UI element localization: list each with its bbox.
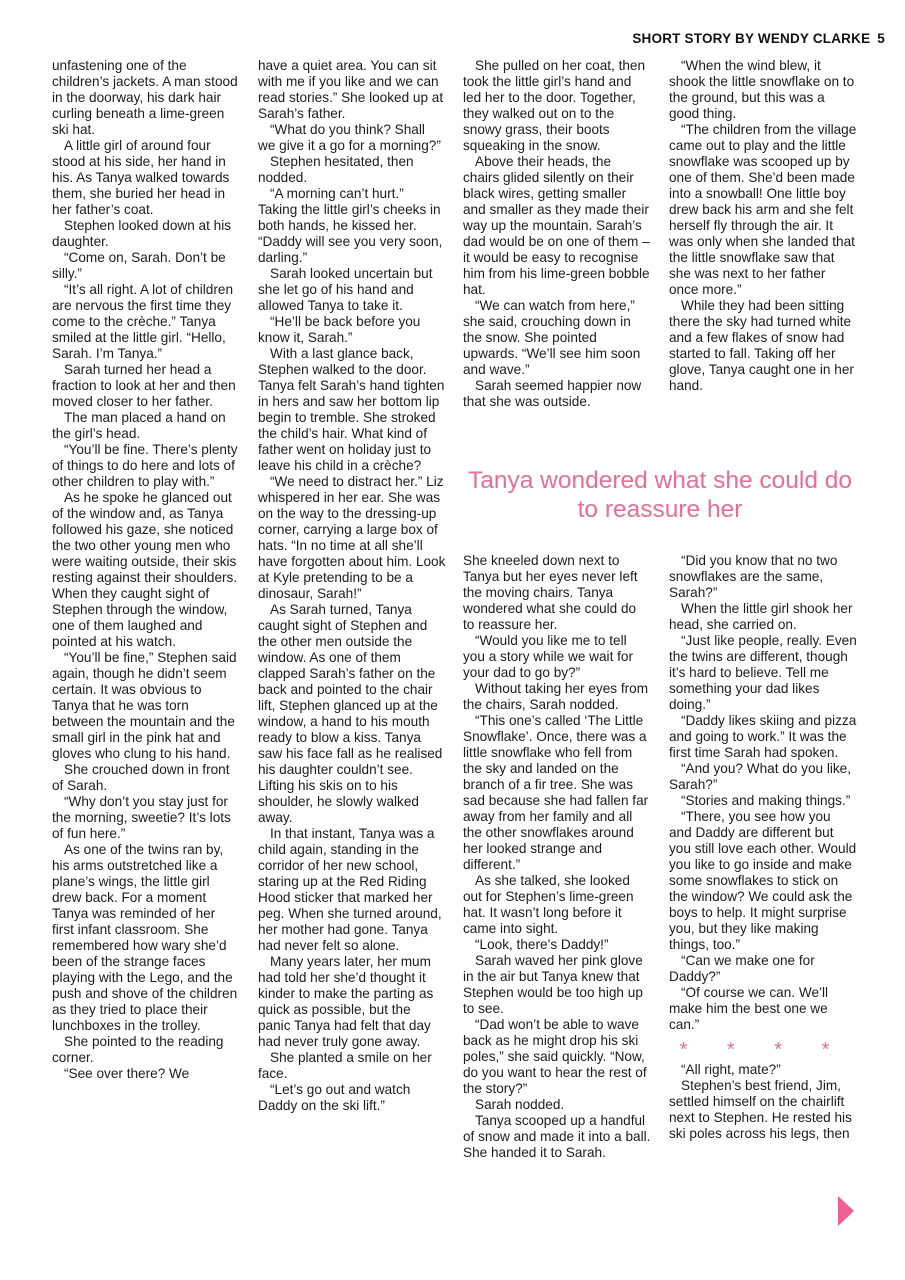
text-column-3	[463, 58, 651, 410]
paragraph: In that instant, Tanya was a child again, standing in the corridor of her new school, staring up at the Red Riding Hood sticker that marked her peg. When she turned around, her mother had gone. Tanya had never felt so alone.	[258, 826, 442, 953]
text-column-4	[669, 58, 857, 394]
paragraph: Sarah looked uncertain but she let go of his hand and allowed Tanya to take it.	[258, 266, 433, 313]
paragraph: “Would you like me to tell you a story while we wait for your dad to go by?”	[463, 633, 633, 680]
paragraph: “Just like people, really. Even the twins are different, though it’s hard to believe. Tell me something your dad likes doing.”	[669, 633, 857, 712]
paragraph: Tanya scooped up a handful of snow and made it into a ball. She handed it to Sarah.	[463, 1113, 651, 1160]
paragraph: “Come on, Sarah. Don’t be silly.”	[52, 250, 226, 281]
paragraph: “Why don’t you stay just for the morning, sweetie? It’s lots of fun here.”	[52, 794, 231, 841]
paragraph: Many years later, her mum had told her she’d thought it kinder to make the parting as quick as possible, but the panic Tanya had felt that day had never truly gone away.	[258, 954, 434, 1049]
paragraph: “You’ll be fine,” Stephen said again, though he didn’t seem certain. It was obvious to Tanya that he was torn between the mountain and the small girl in the pink hat and gloves who clung to his hand.	[52, 650, 237, 761]
paragraph: With a last glance back, Stephen walked to the door. Tanya felt Sarah’s hand tighten in hers and saw her bottom lip begin to tremble. She stroked the child’s hair. What kind of father went on holiday just to leave his child in a crèche?	[258, 346, 445, 473]
paragraph: She pulled on her coat, then took the little girl’s hand and led her to the door. Together, they walked out on to the snowy grass, their boots squeaking in the snow.	[463, 58, 646, 153]
paragraph: Sarah waved her pink glove in the air but Tanya knew that Stephen would be too high up to see.	[463, 953, 643, 1016]
text-column-2	[258, 58, 446, 1114]
paragraph: “This one’s called ‘The Little Snowflake’. Once, there was a little snowflake who fell from the sky and landed on the branch of a fir tree. She was sad because she had fallen far away from her family and all the other snowflakes around her looked strange and different.”	[463, 713, 649, 872]
paragraph: have a quiet area. You can sit with me if you like and we can read stories.” She looked up at Sarah’s father.	[258, 58, 444, 121]
paragraph: “See over there? We	[64, 1066, 190, 1081]
paragraph: “Dad won’t be able to wave back as he might drop his ski poles,” she said quickly. “Now, do you want to hear the rest of the story?”	[463, 1017, 647, 1096]
paragraph: Without taking her eyes from the chairs, Sarah nodded.	[463, 681, 649, 712]
paragraph: Stephen looked down at his daughter.	[52, 218, 232, 249]
paragraph: “Let’s go out and watch Daddy on the ski lift.”	[258, 1082, 411, 1113]
page-header	[632, 31, 885, 46]
text-column-3-lower	[463, 553, 651, 1161]
paragraph: “Stories and making things.”	[681, 793, 851, 808]
paragraph: “There, you see how you and Daddy are different but you still love each other. Would you like to go inside and make some snowflakes to stick on the window? We could ask the boys to help. It might surprise you, but they like making things, too.”	[669, 809, 857, 952]
paragraph: “A morning can’t hurt.” Taking the little girl’s cheeks in both hands, he kissed her. “Daddy will see you very soon, darling.”	[258, 186, 443, 265]
paragraph: She kneeled down next to Tanya but her eyes never left the moving chairs. Tanya wondered what she could do to reassure her.	[463, 553, 638, 632]
paragraph: “Of course we can. We’ll make him the best one we can.”	[669, 985, 829, 1032]
pull-quote: Tanya wondered what she could do to reassure her	[467, 467, 853, 523]
text-column-1	[52, 58, 240, 1082]
paragraph: As Sarah turned, Tanya caught sight of Stephen and the other men outside the window. As one of them clapped Sarah’s father on the back and pointed to the chair lift, Stephen glanced up at the window, a hand to his mouth ready to blow a kiss. Tanya saw his face fall as he realised his daughter couldn’t see. Lifting his skis on to his shoulder, he slowly walked away.	[258, 602, 443, 825]
paragraph: Stephen’s best friend, Jim, settled himself on the chairlift next to Stephen. He rested his ski poles across his legs, then	[669, 1078, 852, 1141]
paragraph: “You’ll be fine. There’s plenty of things to do here and lots of other children to play with.”	[52, 442, 238, 489]
paragraph: “We can watch from here,” she said, crouching down in the snow. She pointed upwards. “We’ll see him soon and wave.”	[463, 298, 641, 377]
paragraph: “Look, there’s Daddy!”	[475, 937, 609, 952]
paragraph: She crouched down in front of Sarah.	[52, 762, 230, 793]
paragraph: A little girl of around four stood at his side, her hand in his. As Tanya walked towards them, she buried her head in her father’s coat.	[52, 138, 230, 217]
page-number: 5	[877, 31, 885, 46]
paragraph: As he spoke he glanced out of the window and, as Tanya followed his gaze, she noticed the two other young men who were waiting outside, their skis resting against their shoulders. When they caught sight of Stephen through the window, one of them laughed and pointed at his watch.	[52, 490, 238, 649]
paragraph: “Can we make one for Daddy?”	[669, 953, 815, 984]
paragraph: Sarah turned her head a fraction to look at her and then moved closer to her father.	[52, 362, 236, 409]
paragraph: The man placed a hand on the girl’s head.	[52, 410, 226, 441]
paragraph: unfastening one of the children’s jackets. A man stood in the doorway, his dark hair curling beneath a lime-green ski hat.	[52, 58, 238, 137]
paragraph: Sarah nodded.	[475, 1097, 565, 1112]
paragraph: Above their heads, the chairs glided silently on their black wires, getting smaller and smaller as they made their way up the mountain. Sarah’s dad would be on one of them – it would be easy to recognise him from his lime-green bobble hat.	[463, 154, 650, 297]
paragraph: “We need to distract her.” Liz whispered in her ear. She was on the way to the dressing-up corner, carrying a large box of hats. “In no time at all she’ll have forgotten about him. Look at Kyle pretending to be a dinosaur, Sarah!”	[258, 474, 446, 601]
story-byline: SHORT STORY BY WENDY CLARKE	[632, 31, 871, 46]
paragraph: As one of the twins ran by, his arms outstretched like a plane’s wings, the little girl drew back. For a moment Tanya was reminded of her first infant classroom. She remembered how wary she’d been of the strange faces playing with the Lego, and the push and shove of the children as they tried to place their lunchboxes in the trolley.	[52, 842, 238, 1033]
paragraph: “He’ll be back before you know it, Sarah.”	[258, 314, 421, 345]
paragraph: “All right, mate?”	[681, 1062, 781, 1077]
paragraph: She planted a smile on her face.	[258, 1050, 432, 1081]
paragraph: When the little girl shook her head, she carried on.	[669, 601, 853, 632]
paragraph: Sarah seemed happier now that she was outside.	[463, 378, 642, 409]
paragraph: As she talked, she looked out for Stephen’s lime-green hat. It wasn’t long before it came into sight.	[463, 873, 634, 936]
text-column-4-lower	[669, 553, 857, 1142]
paragraph: Stephen hesitated, then nodded.	[258, 154, 414, 185]
continue-arrow-icon	[838, 1196, 854, 1226]
paragraph: She pointed to the reading corner.	[52, 1034, 224, 1065]
section-separator: * * * *	[679, 1039, 847, 1061]
paragraph: “When the wind blew, it shook the little snowflake on to the ground, but this was a good thing.	[669, 58, 855, 121]
paragraph: “What do you think? Shall we give it a go for a morning?”	[258, 122, 441, 153]
paragraph: “It’s all right. A lot of children are nervous the first time they come to the crèche.” Tanya smiled at the little girl. “Hello, Sarah. I’m Tanya.”	[52, 282, 233, 361]
paragraph: “And you? What do you like, Sarah?”	[669, 761, 852, 792]
paragraph: While they had been sitting there the sky had turned white and a few flakes of snow had started to fall. Taking off her glove, Tanya caught one in her hand.	[669, 298, 854, 393]
paragraph: “The children from the village came out to play and the little snowflake was scooped up by one of them. She’d been made into a snowball! One little boy drew back his arm and she felt herself fly through the air. It was only when she landed that the little snowflake saw that she was next to her father once more.”	[669, 122, 857, 297]
paragraph: “Did you know that no two snowflakes are the same, Sarah?”	[669, 553, 838, 600]
paragraph: “Daddy likes skiing and pizza and going to work.” It was the first time Sarah had spoken.	[669, 713, 857, 760]
